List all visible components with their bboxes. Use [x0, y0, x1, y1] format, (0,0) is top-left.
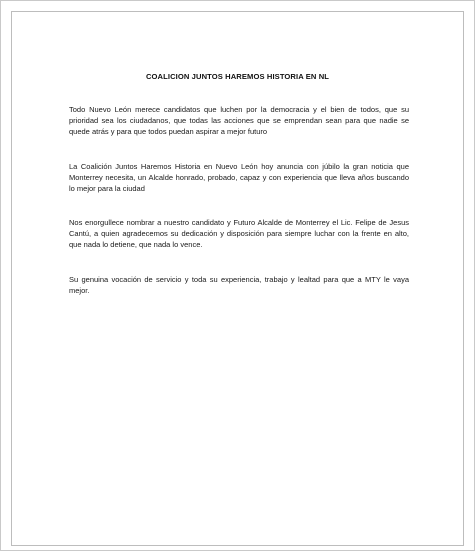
paragraph-3: Nos enorgullece nombrar a nuestro candidato y Futuro Alcalde de Monterrey el Lic. Felipe de Jesus Cantú, a quien agradecemos su dedicación y disposición para siempre luchar con la frente en alto, que nada lo detiene, que nada lo vence. — [69, 218, 409, 250]
paragraph-2: La Coalición Juntos Haremos Historia en Nuevo León hoy anuncia con júbilo la gran noticia que Monterrey necesita, un Alcalde honrado, probado, capaz y con experiencia que lleva años buscando lo mejor para la ciudad — [69, 162, 409, 194]
document-title: COALICION JUNTOS HAREMOS HISTORIA EN NL — [145, 72, 330, 81]
paragraph-1: Todo Nuevo León merece candidatos que luchen por la democracia y el bien de todos, que su prioridad sea los ciudadanos, que todas las acciones que se emprendan sean para que nadie se quede atrás y para que todos puedan aspirar a mejor futuro — [69, 105, 409, 137]
document-page — [11, 11, 464, 546]
paragraph-4: Su genuina vocación de servicio y toda su experiencia, trabajo y lealtad para que a MTY le vaya mejor. — [69, 275, 409, 296]
